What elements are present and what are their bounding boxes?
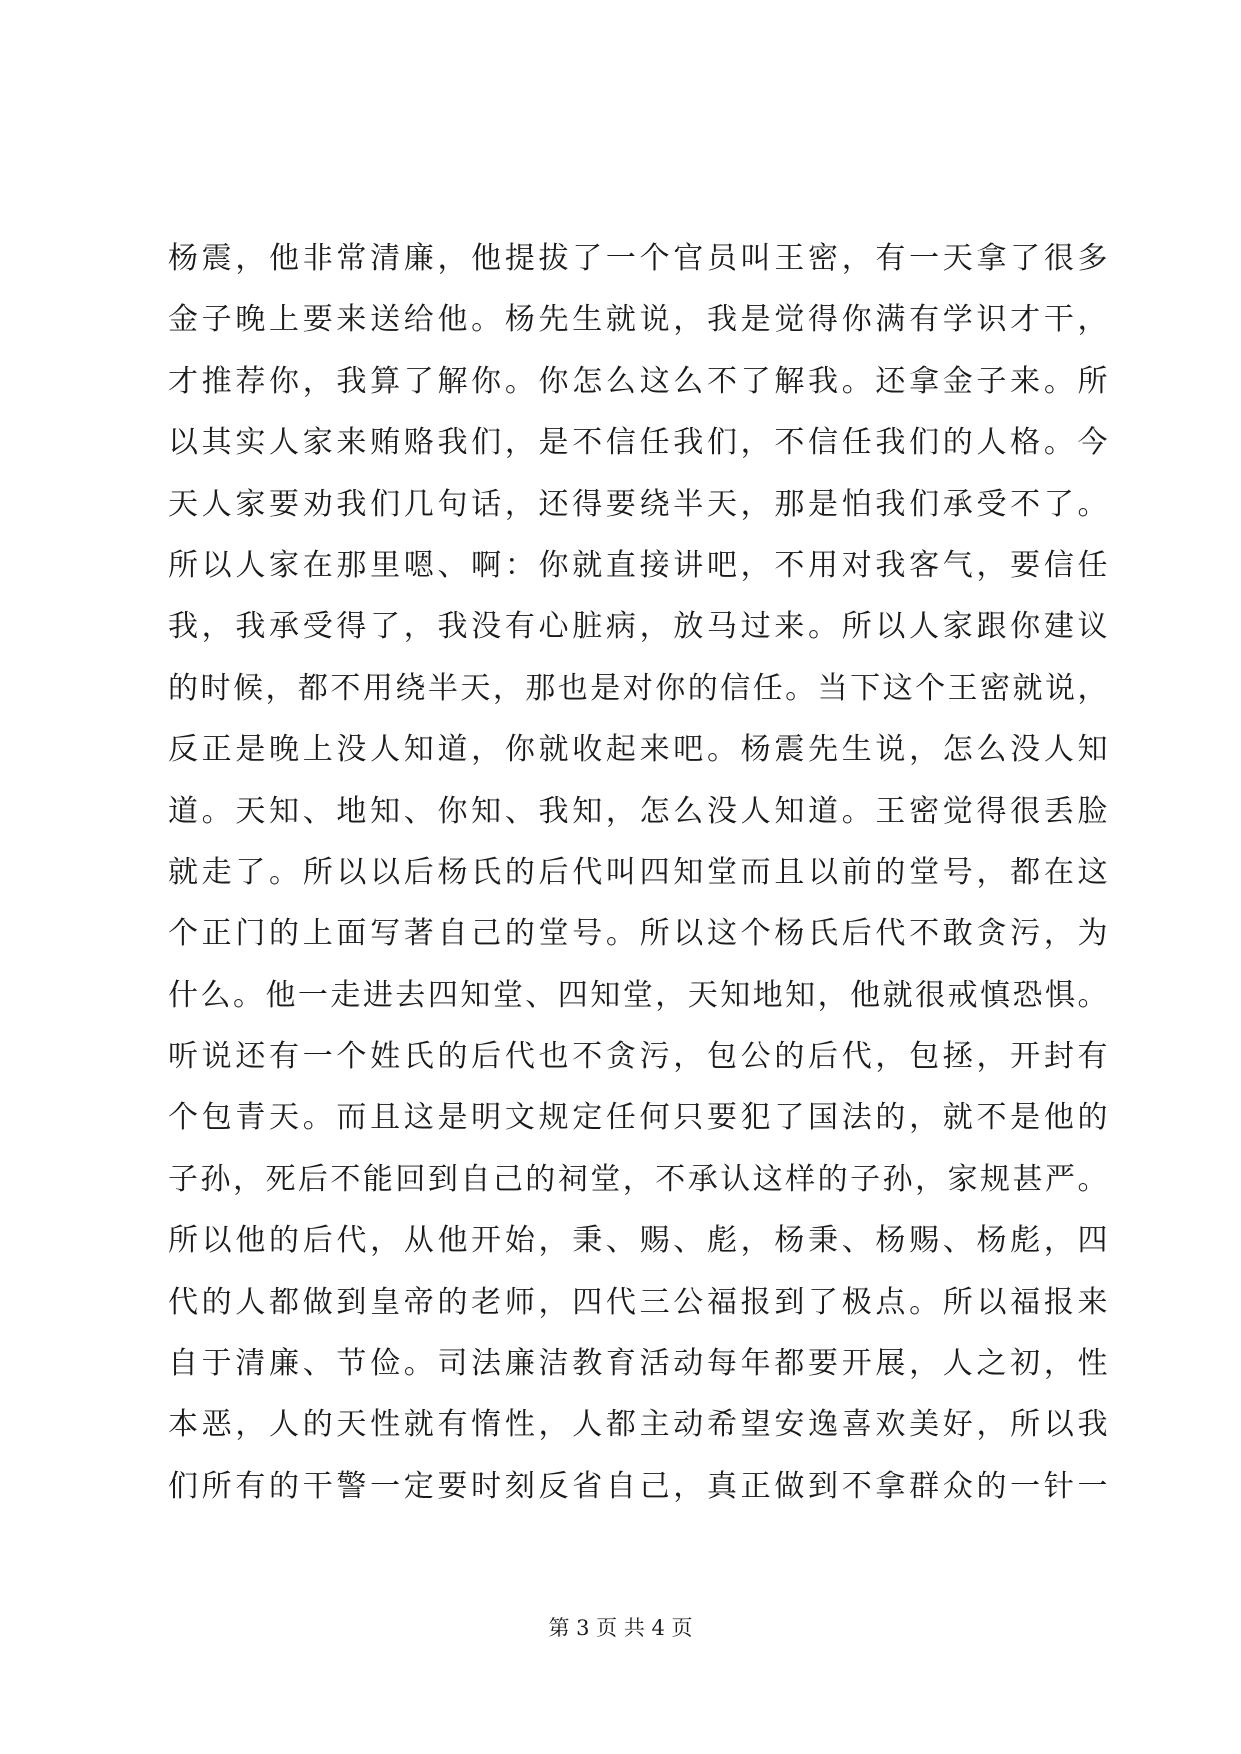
text-line: 就走了。所以以后杨氏的后代叫四知堂而且以前的堂号，都在这 [168,854,1108,890]
page-number-footer: 第 3 页 共 4 页 [548,1616,693,1640]
text-line: 以其实人家来贿赂我们，是不信任我们，不信任我们的人格。今 [168,425,1108,461]
text-line: 的时候，都不用绕半天，那也是对你的信任。当下这个王密就说， [168,670,1108,706]
text-line: 所以人家在那里嗯、啊：你就直接讲吧，不用对我客气，要信任 [168,547,1108,583]
text-line: 本恶，人的天性就有惰性，人都主动希望安逸喜欢美好，所以我 [168,1407,1108,1443]
text-line: 们所有的干警一定要时刻反省自己，真正做到不拿群众的一针一 [168,1468,1108,1504]
text-line: 道。天知、地知、你知、我知，怎么没人知道。王密觉得很丢脸 [168,793,1108,829]
text-line: 天人家要劝我们几句话，还得要绕半天，那是怕我们承受不了。 [168,486,1108,522]
text-line: 个正门的上面写著自己的堂号。所以这个杨氏后代不敢贪污，为 [168,916,1108,952]
text-line: 子孙，死后不能回到自己的祠堂，不承认这样的子孙，家规甚严。 [168,1161,1108,1197]
text-line: 所以他的后代，从他开始，秉、赐、彪，杨秉、杨赐、杨彪，四 [168,1223,1108,1259]
text-line: 金子晚上要来送给他。杨先生就说，我是觉得你满有学识才干， [168,302,1108,338]
text-line: 反正是晚上没人知道，你就收起来吧。杨震先生说，怎么没人知 [168,732,1108,768]
body-text [168,228,1108,1517]
text-line: 自于清廉、节俭。司法廉洁教育活动每年都要开展，人之初，性 [168,1346,1108,1382]
text-line: 什么。他一走进去四知堂、四知堂，天知地知，他就很戒慎恐惧。 [168,977,1108,1013]
text-line: 才推荐你，我算了解你。你怎么这么不了解我。还拿金子来。所 [168,363,1108,399]
text-line: 我，我承受得了，我没有心脏病，放马过来。所以人家跟你建议 [168,609,1108,645]
text-line: 听说还有一个姓氏的后代也不贪污，包公的后代，包拯，开封有 [168,1039,1108,1075]
text-line: 代的人都做到皇帝的老师，四代三公福报到了极点。所以福报来 [168,1284,1108,1320]
text-line: 杨震，他非常清廉，他提拔了一个官员叫王密，有一天拿了很多 [168,241,1108,276]
text-line: 个包青天。而且这是明文规定任何只要犯了国法的，就不是他的 [168,1100,1108,1136]
